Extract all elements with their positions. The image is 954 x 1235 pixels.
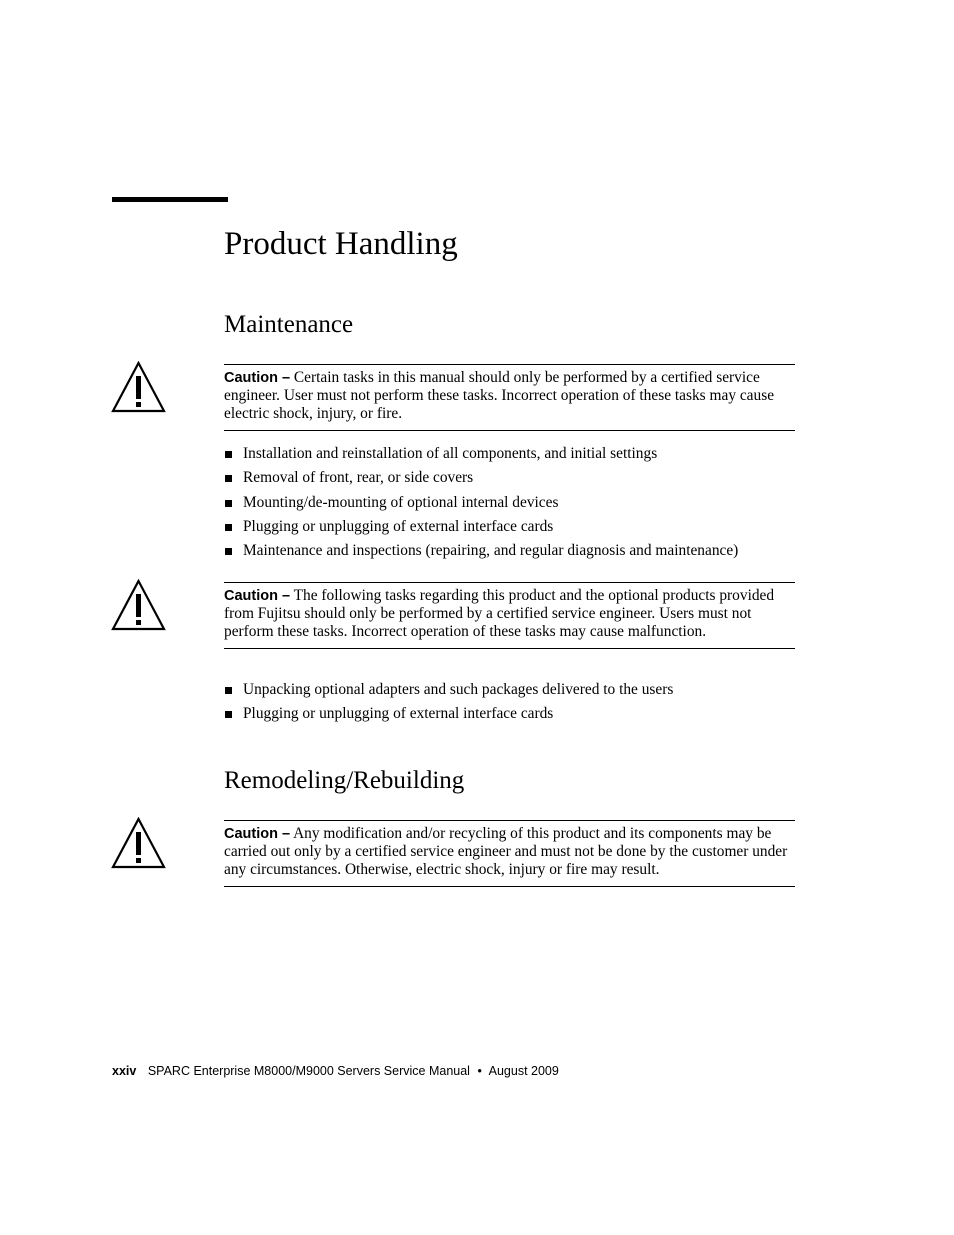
list-item: Mounting/de-mounting of optional internal devices	[224, 494, 738, 518]
warning-triangle-icon	[111, 817, 166, 869]
warning-triangle-icon	[111, 579, 166, 631]
chapter-top-rule	[112, 197, 228, 202]
section-heading-remodeling: Remodeling/Rebuilding	[224, 767, 465, 794]
list-item: Plugging or unplugging of external interface cards	[224, 705, 673, 729]
list-item: Maintenance and inspections (repairing, and regular diagnosis and maintenance)	[224, 542, 738, 566]
section-heading-maintenance: Maintenance	[224, 311, 354, 338]
caution-label: Caution –	[224, 588, 291, 604]
list-item: Unpacking optional adapters and such packages delivered to the users	[224, 681, 673, 705]
footer-separator: •	[477, 1064, 482, 1078]
footer-page-number: xxiv	[112, 1064, 137, 1078]
optional-task-list	[224, 681, 673, 730]
caution-text: The following tasks regarding this product and the optional products provided from Fujitsu should only be performed by a certified service engineer. Users must not perform these tasks. Incorrect operation of these tasks may cause malfunction.	[224, 587, 775, 640]
list-item: Plugging or unplugging of external interface cards	[224, 518, 738, 542]
list-item: Removal of front, rear, or side covers	[224, 469, 738, 493]
footer-date: August 2009	[488, 1064, 559, 1078]
list-item: Installation and reinstallation of all components, and initial settings	[224, 445, 738, 469]
caution-box-fujitsu-options	[224, 582, 795, 649]
caution-box-remodeling	[224, 820, 795, 887]
caution-label: Caution –	[224, 826, 291, 842]
caution-text: Any modification and/or recycling of this product and its components may be carried out only by a certified service engineer and must not be done by the customer under any circumstances. Otherwise, electric shock, injury or fire may result.	[224, 825, 788, 878]
caution-box-maintenance	[224, 364, 795, 431]
warning-triangle-icon	[111, 361, 166, 413]
caution-text: Certain tasks in this manual should only be performed by a certified service engineer. User must not perform these tasks. Incorrect operation of these tasks may cause electric shock, injury, or fire.	[224, 369, 775, 422]
footer-manual-title: SPARC Enterprise M8000/M9000 Servers Service Manual	[147, 1064, 470, 1078]
maintenance-task-list	[224, 445, 738, 566]
caution-label: Caution –	[224, 370, 291, 386]
page-title: Product Handling	[224, 226, 458, 262]
page-footer	[112, 1063, 559, 1079]
